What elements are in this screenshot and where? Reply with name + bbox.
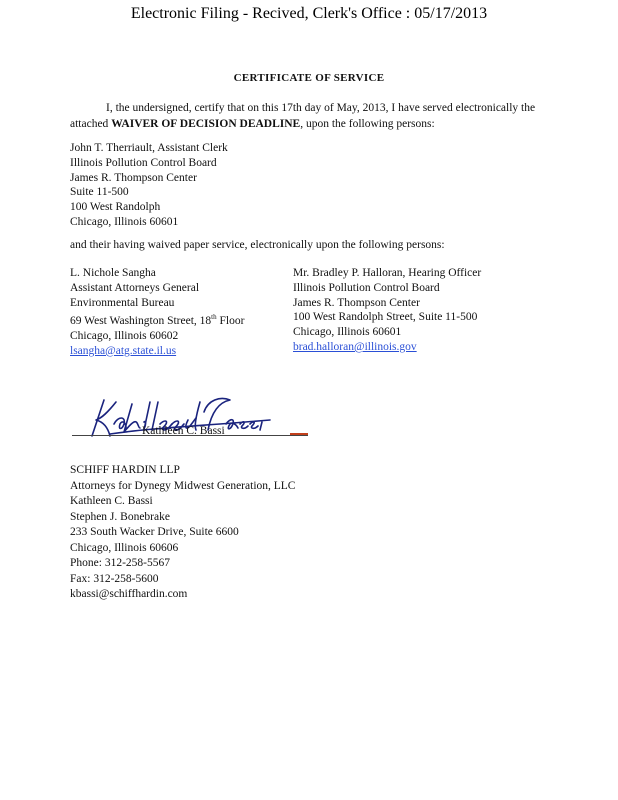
street-floor: Floor — [216, 315, 245, 328]
signature-line-mark — [290, 433, 308, 435]
recipient-email-link[interactable]: brad.halloran@illinois.gov — [293, 340, 417, 353]
clerk-line: Chicago, Illinois 60601 — [70, 215, 179, 228]
firm-line: Fax: 312-258-5600 — [70, 572, 159, 585]
firm-address-block — [70, 463, 295, 603]
recipient-bureau: Environmental Bureau — [70, 296, 175, 309]
served-document-title: WAIVER OF DECISION DEADLINE — [111, 118, 301, 130]
electronic-filing-header: Electronic Filing - Recived, Clerk's Office : 05/17/2013 — [130, 5, 488, 22]
recipient-title: Assistant Attorneys General — [70, 281, 200, 294]
recipient-email-link[interactable]: lsangha@atg.state.il.us — [70, 344, 177, 357]
firm-line: Phone: 312-258-5567 — [70, 557, 170, 569]
left-recipient-block — [70, 266, 244, 359]
right-recipient-block — [293, 266, 481, 355]
recipient-name: Mr. Bradley P. Halloran, Hearing Officer — [293, 267, 482, 279]
waived-service-statement: and their having waived paper service, electronically upon the following persons: — [70, 239, 445, 251]
street-text: 69 West Washington Street, 18 — [70, 315, 212, 328]
clerk-address-block — [70, 141, 228, 230]
certification-statement — [70, 100, 550, 132]
firm-line: Kathleen C. Bassi — [70, 495, 153, 507]
signature-block — [70, 398, 320, 448]
firm-line: Stephen J. Bonebrake — [70, 510, 170, 523]
certification-text-pre: I, the undersigned, certify that on this 17th day of May, 2013, I have served electronically the attached — [70, 102, 536, 130]
document-title: CERTIFICATE OF SERVICE — [233, 72, 385, 84]
recipient-name: L. Nichole Sangha — [70, 267, 156, 279]
clerk-line: James R. Thompson Center — [70, 171, 197, 184]
clerk-line: Illinois Pollution Control Board — [70, 156, 217, 169]
clerk-line: Suite 11-500 — [70, 186, 129, 199]
recipient-building: James R. Thompson Center — [293, 296, 420, 309]
clerk-line: John T. Therriault, Assistant Clerk — [70, 142, 228, 154]
firm-line: Attorneys for Dynegy Midwest Generation, LLC — [70, 479, 296, 492]
recipient-street — [70, 310, 244, 329]
certification-text-post: , upon the following persons: — [300, 118, 435, 130]
firm-email: kbassi@schiffhardin.com — [70, 588, 188, 600]
firm-line: Chicago, Illinois 60606 — [70, 541, 179, 554]
signer-name: Kathleen C. Bassi — [142, 425, 225, 437]
firm-line: SCHIFF HARDIN LLP — [70, 464, 180, 476]
recipient-street: 100 West Randolph Street, Suite 11-500 — [293, 311, 478, 324]
street-ordinal: th — [211, 313, 217, 322]
clerk-line: 100 West Randolph — [70, 201, 161, 214]
recipient-org: Illinois Pollution Control Board — [293, 281, 440, 294]
recipient-city: Chicago, Illinois 60602 — [70, 330, 179, 343]
certification-paragraph — [70, 100, 550, 132]
recipient-city: Chicago, Illinois 60601 — [293, 326, 402, 339]
firm-line: 233 South Wacker Drive, Suite 6600 — [70, 526, 239, 538]
